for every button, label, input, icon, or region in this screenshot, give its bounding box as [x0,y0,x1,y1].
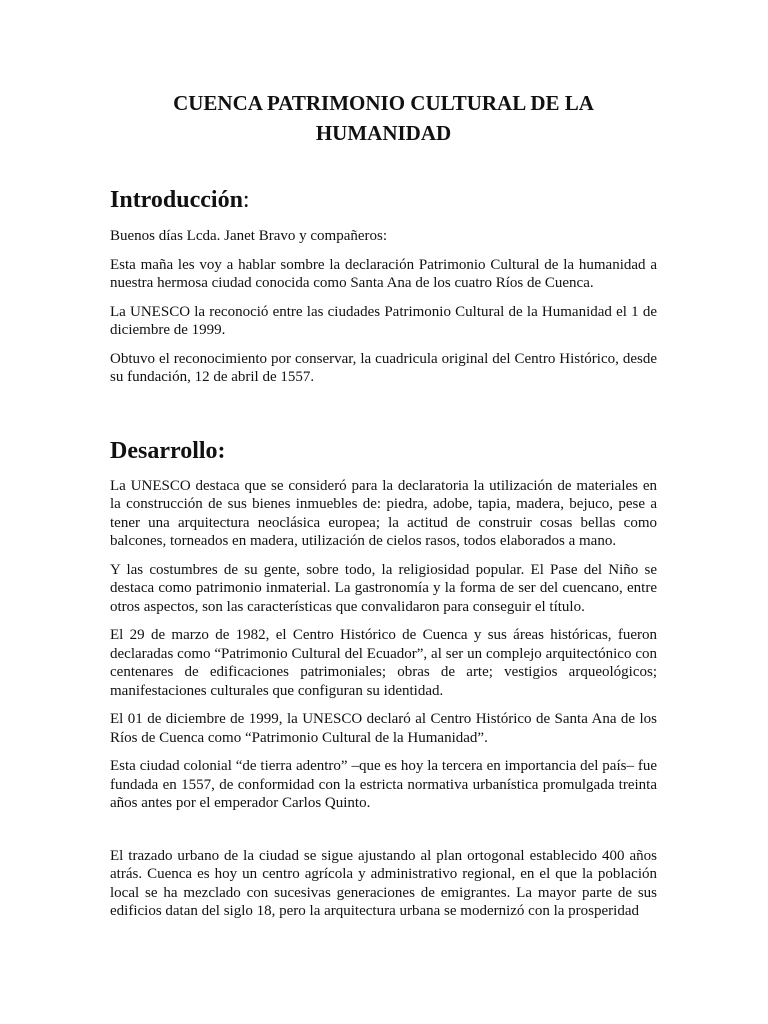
heading-introduccion-text: Introducción [110,187,243,213]
heading-introduccion-colon: : [242,187,250,213]
paragraph-unesco-recognition: La UNESCO la reconoció entre las ciudades Patrimonio Cultural de la Humanidad el 1 de diciembre de 1999. [110,303,657,338]
paragraph-1982-declaration: El 29 de marzo de 1982, el Centro Histórico de Cuenca y sus áreas históricas, fueron declaradas como “Patrimonio Cultural del Ecuador”, al ser un complejo arquitectónico con centenares de edificaciones patrimoniales; obras de arte; vestigios arqueológicos; manifestaciones culturales que configuran su identidad. [110,627,657,699]
document-title [110,88,657,148]
document-page [110,0,657,1024]
paragraph-spacer [110,823,657,847]
paragraph-colonial-city: Esta ciudad colonial “de tierra adentro” –que es hoy la tercera en importancia del país– fue fundada en 1557, de conformidad con la estricta normativa urbanística promulgada treinta años antes por el emperador Carlos Quinto. [110,758,657,811]
paragraph-urban-layout: El trazado urbano de la ciudad se sigue ajustando al plan ortogonal establecido 400 años atrás. Cuenca es hoy un centro agrícola y administrativo regional, en el que la población local se ha mezclado con sucesivas generaciones de emigrantes. La mayor parte de sus edificios datan del siglo 18, pero la arquitectura urbana se modernizó con la prosperidad [110,847,657,919]
paragraph-greeting: Buenos días Lcda. Janet Bravo y compañeros: [110,228,388,244]
document-title-line-2: HUMANIDAD [315,121,452,145]
section-heading-introduccion [110,186,657,214]
section-heading-desarrollo: Desarrollo: [110,437,226,464]
document-title-line-1: CUENCA PATRIMONIO CULTURAL DE LA [173,91,594,115]
paragraph-1999-declaration: El 01 de diciembre de 1999, la UNESCO declaró al Centro Histórico de Santa Ana de los Ríos de Cuenca como “Patrimonio Cultural de la Humanidad”. [110,711,657,746]
paragraph-grid-conservation: Obtuvo el reconocimiento por conservar, la cuadricula original del Centro Histórico, desde su fundación, 12 de abril de 1557. [110,350,657,385]
paragraph-materials: La UNESCO destaca que se consideró para la declaratoria la utilización de materiales en la construcción de sus bienes inmuebles de: piedra, adobe, tapia, madera, bejuco, pese a tener una arquitectura neoclásica europea; la actitud de construir cosas bellas como balcones, torneados en madera, utilización de cielos rasos, todos elaborados a mano. [110,477,657,549]
paragraph-customs: Y las costumbres de su gente, sobre todo, la religiosidad popular. El Pase del Niño se destaca como patrimonio inmaterial. La gastronomía y la forma de ser del cuencano, entre otros aspectos, son las características que convalidaron para conseguir el título. [110,561,657,615]
paragraph-topic: Esta maña les voy a hablar sombre la declaración Patrimonio Cultural de la humanidad a nuestra hermosa ciudad conocida como Santa Ana de los cuatro Ríos de Cuenca. [110,256,657,291]
